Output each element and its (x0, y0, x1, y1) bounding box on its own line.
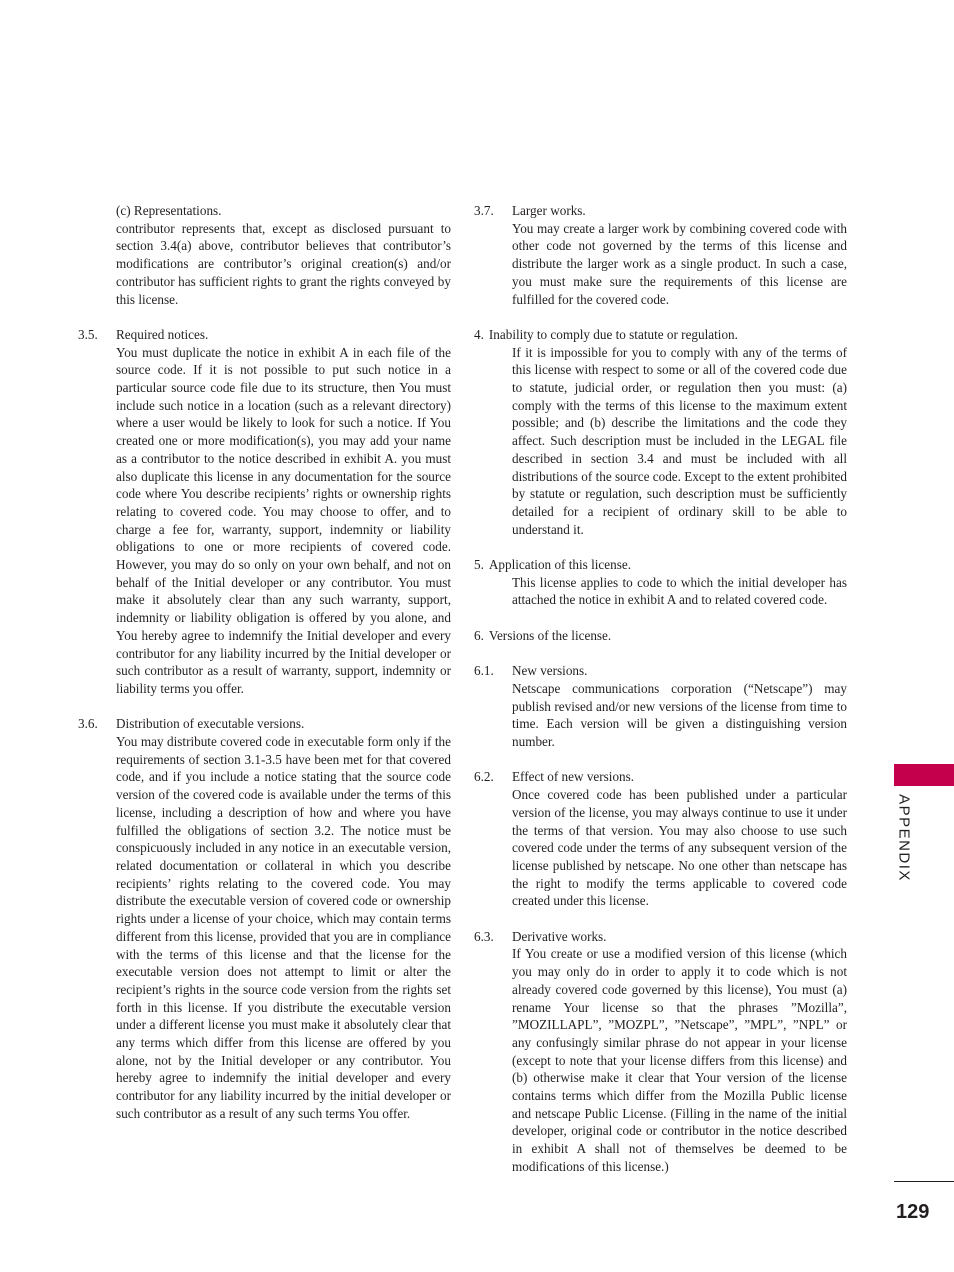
section-title: Required notices. (116, 326, 209, 342)
section-title: Distribution of executable versions. (116, 716, 305, 732)
section-6-2 (474, 768, 847, 910)
section-number: 6.2. (474, 769, 494, 785)
section-body: Once covered code has been published under a particular version of the license, you may always continue to use it under the terms of that version. You may also choose to use such covered code under the terms of any subsequent version of the license published by netscape. No one other than netscape has the right to modify the terms applicable to covered code created under this license. (512, 787, 847, 909)
section-title: Inability to comply due to statute or regulation. (488, 326, 738, 342)
section-title: New versions. (512, 663, 588, 679)
appendix-tab-marker (894, 764, 954, 786)
section-body: You must duplicate the notice in exhibit A in each file of the source code. If it is not possible to put such notice in a particular source code file due to its structure, then You must include such notice in a location (such as a relevant directory) where a user would be likely to look for such a notice. If You created one or more modification(s), you may add your name as a contributor to the notice described in exhibit A. you must also duplicate this license in any documentation for the source code where You describe recipients’ rights or ownership rights relating to covered code. You may choose to offer, and to charge a fee for, warranty, support, indemnity or liability obligations to one or more recipients of covered code. However, you may do so only on your own behalf, and not on behalf of the Initial developer or any contributor. You must make it absolutely clear than any such warranty, support, indemnity or liability obligation is offered by you alone, and You hereby agree to indemnify the Initial developer and every contributor for any liability incurred by the Initial developer or such contributor as a result of warranty, support, indemnity or liability terms you offer. (116, 344, 451, 696)
section-title: Application of this license. (488, 557, 631, 573)
section-number: 3.5. (78, 326, 98, 342)
section-title: Effect of new versions. (512, 769, 635, 785)
section-3-5 (78, 326, 451, 698)
section-heading (474, 326, 847, 344)
section-heading (474, 662, 847, 680)
section-number: 6.3. (474, 928, 494, 944)
section-body: contributor represents that, except as disclosed pursuant to section 3.4(a) above, contributor believes that contributor’s modifications are contributor’s original creation(s) and/or contributor has sufficient rights to grant the rights conveyed by this license. (116, 220, 451, 307)
right-column (474, 202, 847, 1176)
section-heading (78, 326, 451, 344)
section-heading (474, 202, 847, 220)
section-heading (474, 768, 847, 786)
section-3-7 (474, 202, 847, 308)
section-number: 6. (474, 627, 484, 643)
appendix-side-label: APPENDIX (895, 794, 913, 882)
section-6-1 (474, 662, 847, 751)
page-number: 129 (896, 1201, 930, 1223)
section-body: Netscape communications corporation (“Netscape”) may publish revised and/or new versions of the license from time to time. Each version will be given a distinguishing version number. (512, 680, 847, 750)
section-heading (78, 715, 451, 733)
section-body: If it is impossible for you to comply with any of the terms of this license with respect to some or all of the covered code due to statute, judicial order, or regulation then you must: (a) comply with the terms of this license to the maximum extent possible; and (b) describe the limitations and the code they affect. Such description must be included in the LEGAL file described in section 3.4 and must be included with all distributions of the source code. Except to the extent prohibited by statute or regulation, such description must be sufficiently detailed for a recipient of ordinary skill to be able to understand it. (512, 344, 847, 537)
section-title: Derivative works. (512, 928, 607, 944)
section-number: 6.1. (474, 663, 494, 679)
section-body: This license applies to code to which the initial developer has attached the notice in exhibit A and to related covered code. (512, 574, 847, 608)
section-heading (474, 928, 847, 946)
page-number-rule (894, 1181, 954, 1182)
section-4 (474, 326, 847, 538)
section-heading: (c) Representations. (116, 203, 222, 218)
section-body: You may create a larger work by combining covered code with other code not governed by the terms of this license and distribute the larger work as a single product. In such a case, you must make sure the requirements of this license are fulfilled for the covered code. (512, 220, 847, 307)
section-body: You may distribute covered code in executable form only if the requirements of section 3.1-3.5 have been met for that covered code, and if you include a notice stating that the source code version of the covered code is available under the terms of this license, including a description of how and where you have fulfilled the obligations of section 3.2. The notice must be conspicuously included in any notice in an executable version, related documentation or collateral in which you describe recipients’ rights relating to the covered code. You may distribute the executable version of covered code or ownership rights under a license of your choice, which may contain terms different from this license, provided that you are in compliance with the terms of this license and that the license for the executable version does not attempt to limit or alter the recipient’s rights in the source code version from the rights set forth in this license. If you distribute the executable version under a different license you must make it absolutely clear that any terms which differ from this license are offered by you alone, not by the Initial developer or any contributor. You hereby agree to indemnify the initial developer and every contributor for any liability incurred by the initial developer or such contributor as a result of any such terms You offer. (116, 734, 451, 1121)
section-number: 4. (474, 326, 484, 342)
section-number: 3.7. (474, 203, 494, 218)
section-5 (474, 556, 847, 609)
section-heading (474, 627, 847, 645)
section-title: Versions of the license. (488, 627, 612, 643)
section-number: 3.6. (78, 716, 98, 732)
section-heading (474, 556, 847, 574)
section-3-6 (78, 715, 451, 1122)
section-body: If You create or use a modified version of this license (which you may only do in order to apply it to code which is not already covered code governed by this license), You must (a) rename Your license so that the phrases ”Mozilla”, ”MOZILLAPL”, ”MOZPL”, ”Netscape”, ”MPL”, ”NPL” or any confusingly similar phrase do not appear in your license (except to note that your license differs from this license) and (b) otherwise make it clear that Your version of the license contains terms which differ from the Mozilla Public license and netscape Public License. (Filling in the name of the initial developer, original code or contributor in the notice described in exhibit A shall not of themselves be deemed to be modifications of this license.) (512, 946, 847, 1174)
section-6-3 (474, 928, 847, 1176)
section-title: Larger works. (512, 203, 586, 218)
section-6 (474, 627, 847, 645)
left-column (78, 202, 451, 1123)
section-representations (78, 202, 451, 308)
section-number: 5. (474, 557, 484, 573)
